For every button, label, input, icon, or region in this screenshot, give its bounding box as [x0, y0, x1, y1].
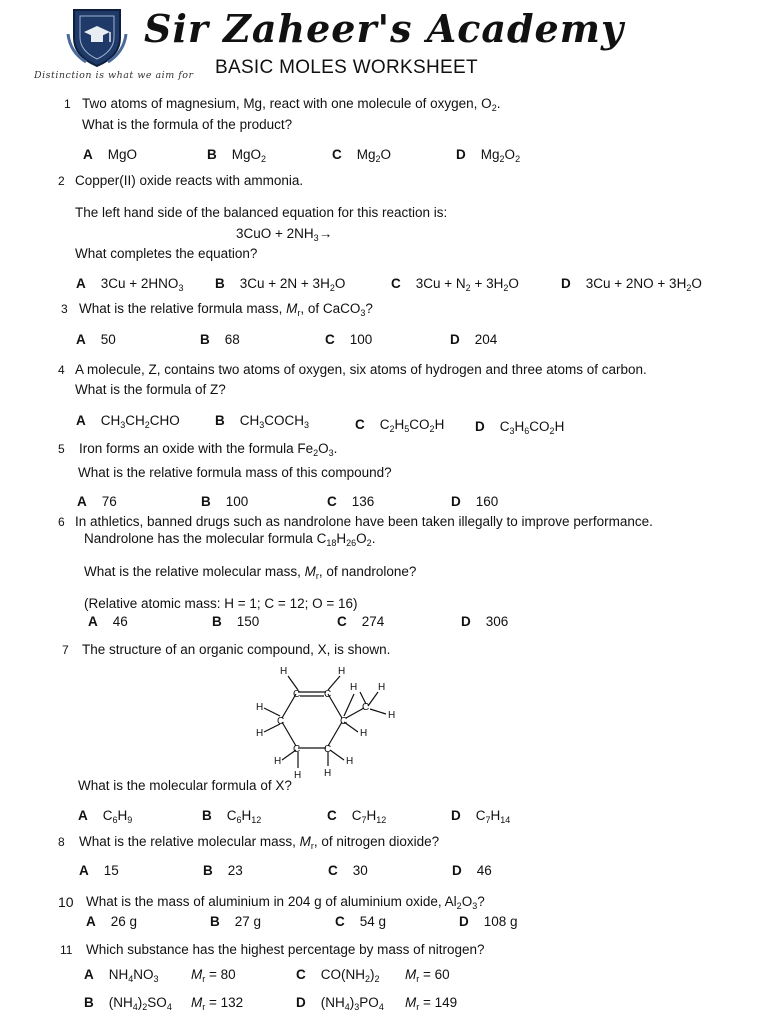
- academy-title: Sir Zaheer's Academy: [144, 6, 625, 51]
- atom-label: H: [274, 756, 282, 767]
- question-number: 1: [64, 97, 71, 111]
- atom-label: H: [378, 682, 386, 693]
- question-text: Nandrolone has the molecular formula $C_{18}H_{26}O_2$.: [84, 531, 376, 548]
- question-number: 7: [62, 643, 69, 657]
- option-b[interactable]: B 150: [212, 614, 260, 629]
- option-a[interactable]: A $C_6H_9$: [78, 808, 133, 825]
- option-b[interactable]: B 27 g: [210, 914, 262, 929]
- question-text: What is the relative formula mass of this compound?: [78, 465, 392, 480]
- option-c[interactable]: C $Mg_2O$: [332, 147, 392, 164]
- academy-logo: [66, 4, 128, 68]
- question-text: What completes the equation?: [75, 246, 258, 261]
- atom-label: C: [340, 716, 348, 727]
- structure-diagram: [240, 658, 410, 782]
- question-number: 2: [58, 174, 65, 188]
- option-b[interactable]: B 23: [203, 863, 243, 878]
- question-text: What is the formula of Z?: [75, 382, 226, 397]
- mr-value: $M_r = 80$: [191, 967, 236, 984]
- atom-label: C: [324, 689, 332, 700]
- option-c[interactable]: C $CO(NH_2)_2$: [296, 967, 380, 984]
- atom-label: C: [362, 702, 370, 713]
- question-number: 5: [58, 442, 65, 456]
- option-a[interactable]: A 50: [76, 332, 116, 347]
- atom-label: H: [294, 770, 302, 781]
- option-a[interactable]: A 26 g: [86, 914, 138, 929]
- question-text: Two atoms of magnesium, Mg, react with one molecule of oxygen, $O_2$.: [82, 96, 501, 113]
- atom-label: H: [350, 682, 358, 693]
- atom-label: C: [293, 744, 301, 755]
- atom-label: H: [338, 666, 346, 677]
- question-text: A molecule, Z, contains two atoms of oxygen, six atoms of hydrogen and three atoms of carbon.: [75, 362, 647, 377]
- question-text: (Relative atomic mass: H = 1; C = 12; O = 16): [84, 596, 358, 611]
- option-b[interactable]: B $CH_3COCH_3$: [215, 413, 310, 430]
- option-a[interactable]: A 76: [77, 494, 117, 509]
- question-text: Copper(II) oxide reacts with ammonia.: [75, 173, 304, 188]
- atom-label: C: [277, 716, 285, 727]
- option-d[interactable]: D 306: [461, 614, 509, 629]
- option-b[interactable]: B $(NH_4)_2SO_4$: [84, 995, 172, 1012]
- option-b[interactable]: B $3Cu + 2N + 3H_2O$: [215, 276, 346, 293]
- option-c[interactable]: C $3Cu + N_2 + 3H_2O$: [391, 276, 519, 293]
- option-a[interactable]: A 15: [79, 863, 119, 878]
- atom-label: H: [346, 756, 354, 767]
- question-text: What is the relative molecular mass, $M_r$, of nandrolone?: [84, 564, 417, 581]
- option-a[interactable]: A 46: [88, 614, 128, 629]
- option-d[interactable]: D $C_7H_{14}$: [451, 808, 511, 825]
- atom-label: C: [293, 689, 301, 700]
- option-c[interactable]: C 30: [328, 863, 368, 878]
- question-text: Iron forms an oxide with the formula $Fe_2O_3$.: [79, 441, 338, 458]
- question-text: What is the relative formula mass, $M_r$, of CaCO$_3$?: [79, 301, 373, 318]
- question-text: What is the molecular formula of X?: [78, 778, 292, 793]
- atom-label: H: [256, 728, 264, 739]
- option-d[interactable]: D 46: [452, 863, 492, 878]
- option-c[interactable]: C 54 g: [335, 914, 387, 929]
- question-text: The structure of an organic compound, X, is shown.: [82, 642, 391, 657]
- equation: $3CuO + 2NH_3\to$: [236, 226, 333, 243]
- mr-value: $M_r = 149$: [405, 995, 458, 1012]
- mr-value: $M_r = 132$: [191, 995, 244, 1012]
- atom-label: H: [324, 768, 332, 779]
- option-d[interactable]: D 160: [451, 494, 499, 509]
- question-text: In athletics, banned drugs such as nandrolone have been taken illegally to improve performance.: [75, 514, 653, 529]
- option-c[interactable]: C 136: [327, 494, 375, 509]
- option-d[interactable]: D $Mg_2O_2$: [456, 147, 521, 164]
- option-a[interactable]: A $NH_4NO_3$: [84, 967, 159, 984]
- atom-label: H: [388, 710, 396, 721]
- atom-label: H: [360, 728, 368, 739]
- option-d[interactable]: D $(NH_4)_3PO_4$: [296, 995, 384, 1012]
- option-d[interactable]: D $3Cu + 2NO + 3H_2O$: [561, 276, 702, 293]
- question-number: 3: [61, 302, 68, 316]
- atom-label: C: [324, 744, 332, 755]
- option-a[interactable]: A $CH_3CH_2CHO$: [76, 413, 180, 430]
- option-b[interactable]: B 68: [200, 332, 240, 347]
- question-number: 8: [58, 835, 65, 849]
- option-c[interactable]: C 100: [325, 332, 373, 347]
- question-number: 10: [58, 894, 74, 910]
- question-number: 4: [58, 363, 65, 377]
- option-d[interactable]: D 204: [450, 332, 498, 347]
- option-c[interactable]: C $C_7H_{12}$: [327, 808, 387, 825]
- option-b[interactable]: B 100: [201, 494, 249, 509]
- option-b[interactable]: B $C_6H_{12}$: [202, 808, 262, 825]
- question-number: 6: [58, 515, 65, 529]
- question-number: 11: [60, 943, 73, 957]
- atom-label: H: [280, 666, 288, 677]
- question-text: What is the mass of aluminium in 204 g of aluminium oxide, $Al_2O_3$?: [86, 894, 485, 911]
- option-c[interactable]: C $C_2H_5CO_2H$: [355, 417, 445, 434]
- option-d[interactable]: D 108 g: [459, 914, 518, 929]
- question-text: The left hand side of the balanced equation for this reaction is:: [75, 205, 448, 220]
- option-d[interactable]: D $C_3H_6CO_2H$: [475, 419, 565, 436]
- question-text: Which substance has the highest percentage by mass of nitrogen?: [86, 942, 485, 957]
- question-text: What is the formula of the product?: [82, 117, 293, 132]
- option-a[interactable]: A MgO: [83, 147, 138, 162]
- question-text: What is the relative molecular mass, $M_r$, of nitrogen dioxide?: [79, 834, 440, 851]
- mr-value: $M_r = 60$: [405, 967, 450, 984]
- option-a[interactable]: A $3Cu + 2HNO_3$: [76, 276, 184, 293]
- atom-label: H: [256, 702, 264, 713]
- academy-tagline: Distinction is what we aim for: [34, 70, 194, 81]
- option-b[interactable]: B MgO$_2$: [207, 147, 267, 164]
- worksheet-title: BASIC MOLES WORKSHEET: [215, 57, 478, 78]
- option-c[interactable]: C 274: [337, 614, 385, 629]
